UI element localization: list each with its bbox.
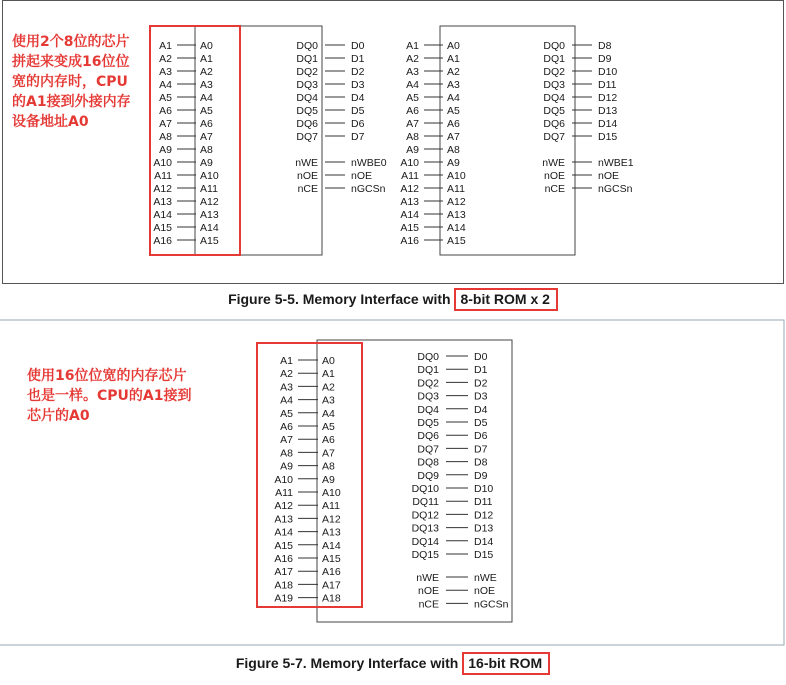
chip-a-address-signal-label: A2 xyxy=(159,53,172,65)
chip-b-address-signal-label: A12 xyxy=(400,183,419,195)
chip-16bit-address-pin-label: A14 xyxy=(322,539,341,552)
chip-a-address-pin-label: A5 xyxy=(200,105,213,117)
chip-b-control-pin-label: nCE xyxy=(544,183,565,195)
chip-a-address-signal-label: A7 xyxy=(159,118,172,130)
chip-16bit-data-signal-label: D0 xyxy=(474,351,488,363)
chip-b-address-signal-label: A14 xyxy=(400,209,419,221)
chip-b-data-signal-label: D8 xyxy=(598,40,612,52)
chip-b-address-signal-label: A11 xyxy=(401,170,419,182)
chip-16bit-address-signal-label: A8 xyxy=(280,447,293,460)
chip-16bit-data-signal-label: D8 xyxy=(474,456,488,469)
chip-16bit-address-pin-label: A16 xyxy=(322,566,341,579)
chip-16bit-address-signal-label: A4 xyxy=(280,394,293,407)
chip-16bit-address-signal-label: A11 xyxy=(275,487,293,499)
chip-a-address-pin-label: A6 xyxy=(200,118,213,130)
chip-b-address-signal-label: A2 xyxy=(406,53,419,65)
chip-16bit-address-signal-label: A12 xyxy=(274,500,293,513)
chip-16bit-address-signal-label: A3 xyxy=(280,381,293,394)
fig1-caption-text: Figure 5-5. Memory Interface with xyxy=(228,291,455,307)
chip-16bit-address-signal-label: A9 xyxy=(280,460,293,473)
chip-a-data-pin-label: DQ3 xyxy=(296,79,318,91)
chip-b-address-pin-label: A3 xyxy=(447,79,460,91)
chip-16bit-address-pin-label: A3 xyxy=(322,394,335,407)
chip-16bit-data-pin-label: DQ12 xyxy=(411,509,439,522)
chip-16bit-address-pin-label: A2 xyxy=(322,381,335,394)
chip-b-data-signal-label: D12 xyxy=(598,92,618,104)
chip-a-address-signal-label: A5 xyxy=(159,92,172,104)
chip-b-control-pin-label: nWE xyxy=(542,157,565,169)
chip-16bit-address-pin-label: A11 xyxy=(322,500,340,513)
fig2-caption-highlight: 16-bit ROM xyxy=(462,652,550,675)
chip-16bit-address-pin-label: A10 xyxy=(322,487,341,499)
chip-16bit-address-signal-label: A7 xyxy=(280,434,293,447)
chip-b-address-pin-label: A14 xyxy=(447,222,466,234)
chip-b-address-pin-label: A11 xyxy=(447,183,465,195)
chip-a-address-pin-label: A1 xyxy=(200,53,213,65)
chip-a-control-pin-label: nWE xyxy=(295,157,318,169)
chip-a-address-signal-label: A14 xyxy=(153,209,172,221)
chip-16bit-data-pin-label: DQ14 xyxy=(411,535,439,548)
fig1-annotation-line: 的A1接到外接内存 xyxy=(12,94,131,110)
chip-a-control-pin-label: nCE xyxy=(297,183,318,195)
chip-16bit-control-signal-label: nGCSn xyxy=(474,598,509,611)
chip-a-control-signal-label: nWBE0 xyxy=(351,157,387,169)
chip-16bit-address-pin-label: A6 xyxy=(322,434,335,447)
chip-a-address-signal-label: A15 xyxy=(153,222,172,234)
chip-16bit-address-signal-label: A1 xyxy=(280,355,293,367)
chip-a-address-pin-label: A4 xyxy=(200,92,213,104)
chip-b-address-pin-label: A7 xyxy=(447,131,460,143)
chip-a-control-pin-label: nOE xyxy=(296,170,318,182)
chip-b-address-pin-label: A12 xyxy=(447,196,466,208)
chip-b-address-pin-label: A13 xyxy=(447,209,466,221)
chip-a-address-pin-label: A12 xyxy=(200,196,219,208)
chip-16bit-data-pin-label: DQ15 xyxy=(411,549,439,561)
chip-16bit-data-signal-label: D15 xyxy=(474,549,494,561)
chip-a-address-pin-label: A2 xyxy=(200,66,213,78)
chip-b-address-pin-label: A15 xyxy=(447,235,466,247)
chip-16bit-address-pin-label: A17 xyxy=(322,579,341,592)
chip-16bit-address-signal-label: A13 xyxy=(274,513,293,526)
chip-16bit-data-pin-label: DQ9 xyxy=(417,469,439,482)
chip-16bit-data-pin-label: DQ8 xyxy=(417,456,439,469)
chip-b-data-signal-label: D9 xyxy=(598,53,612,65)
chip-16bit-address-pin-label: A7 xyxy=(322,447,335,460)
fig2-annotation-line: 使用16位位宽的内存芯片 xyxy=(27,368,187,384)
chip-a-address-signal-label: A4 xyxy=(159,79,172,91)
chip-16bit-address-pin-label: A18 xyxy=(322,592,341,605)
fig2-annotation-line: 也是一样。CPU的A1接到 xyxy=(27,388,192,404)
chip-b-address-signal-label: A16 xyxy=(400,235,419,247)
chip-a-address-pin-label: A11 xyxy=(200,183,218,195)
chip-b-control-signal-label: nWBE1 xyxy=(598,157,634,169)
chip-b-data-signal-label: D15 xyxy=(598,131,618,143)
chip-16bit-control-pin-label: nOE xyxy=(417,585,439,598)
chip-a-address-pin-label: A0 xyxy=(200,40,213,52)
chip-b-address-pin-label: A5 xyxy=(447,105,460,117)
chip-16bit-data-signal-label: D9 xyxy=(474,469,488,482)
chip-a-control-signal-label: nGCSn xyxy=(351,183,386,195)
chip-16bit-address-signal-label: A19 xyxy=(274,592,293,605)
chip-16bit-data-signal-label: D2 xyxy=(474,377,488,390)
chip-a-address-signal-label: A10 xyxy=(153,157,172,169)
chip-16bit-data-signal-label: D6 xyxy=(474,430,488,443)
chip-16bit-control-signal-label: nOE xyxy=(474,585,496,598)
chip-16bit-address-signal-label: A5 xyxy=(280,407,293,420)
chip-16bit-data-pin-label: DQ4 xyxy=(417,403,439,416)
fig1-annotation-line: 使用2个8位的芯片 xyxy=(12,34,130,50)
chip-b-address-signal-label: A8 xyxy=(406,131,419,143)
chip-b-address-pin-label: A1 xyxy=(447,53,460,65)
chip-b-control-signal-label: nGCSn xyxy=(598,183,633,195)
chip-b-address-signal-label: A10 xyxy=(400,157,419,169)
chip-a-control-signal-label: nOE xyxy=(351,170,373,182)
chip-a-data-signal-label: D3 xyxy=(351,79,365,91)
chip-b-address-signal-label: A3 xyxy=(406,66,419,78)
chip-16bit-data-pin-label: DQ2 xyxy=(417,377,439,390)
chip-16bit-data-signal-label: D12 xyxy=(474,509,494,522)
chip-b-address-pin-label: A4 xyxy=(447,92,460,104)
chip-16bit-address-pin-label: A13 xyxy=(322,526,341,539)
chip-b-data-pin-label: DQ6 xyxy=(543,118,565,130)
chip-a-data-pin-label: DQ4 xyxy=(296,92,318,104)
chip-16bit-address-signal-label: A18 xyxy=(274,579,293,592)
chip-b-address-signal-label: A7 xyxy=(406,118,419,130)
chip-16bit-address-pin-label: A15 xyxy=(322,553,341,565)
chip-16bit-data-signal-label: D4 xyxy=(474,403,488,416)
fig1-annotation-line: 拼起来变成16位位 xyxy=(12,54,130,70)
chip-a-data-pin-label: DQ0 xyxy=(296,40,318,52)
chip-a-address-signal-label: A3 xyxy=(159,66,172,78)
fig1-annotation-line: 设备地址A0 xyxy=(12,114,89,130)
chip-16bit-address-pin-label: A0 xyxy=(322,355,335,367)
chip-16bit-data-pin-label: DQ11 xyxy=(412,496,439,509)
chip-16bit-address-signal-label: A10 xyxy=(274,473,293,486)
chip-b-address-signal-label: A6 xyxy=(406,105,419,117)
chip-16bit-address-pin-label: A1 xyxy=(322,368,335,381)
chip-a-address-signal-label: A9 xyxy=(159,144,172,156)
chip-a-data-signal-label: D1 xyxy=(351,53,365,65)
chip-b-address-signal-label: A5 xyxy=(406,92,419,104)
chip-16bit-data-pin-label: DQ3 xyxy=(417,390,439,403)
chip-16bit-data-signal-label: D10 xyxy=(474,483,494,495)
fig2-caption-text: Figure 5-7. Memory Interface with xyxy=(235,655,463,671)
chip-b-address-signal-label: A4 xyxy=(406,79,419,91)
chip-a-address-signal-label: A6 xyxy=(159,105,172,117)
chip-b-address-signal-label: A15 xyxy=(400,222,419,234)
chip-b-data-signal-label: D10 xyxy=(598,66,618,78)
chip-16bit-data-pin-label: DQ13 xyxy=(411,522,439,535)
chip-b-control-pin-label: nOE xyxy=(543,170,565,182)
chip-a-address-signal-label: A12 xyxy=(153,183,172,195)
chip-b-address-signal-label: A13 xyxy=(400,196,419,208)
chip-16bit-data-signal-label: D13 xyxy=(474,522,494,535)
chip-b-data-pin-label: DQ0 xyxy=(543,40,565,52)
chip-a-address-pin-label: A8 xyxy=(200,144,213,156)
fig1-annotation-line: 宽的内存时，CPU xyxy=(12,74,128,90)
fig1-caption-highlight: 8-bit ROM x 2 xyxy=(454,288,557,311)
fig2-annotation-line: 芯片的A0 xyxy=(27,408,90,424)
chip-a-address-pin-label: A7 xyxy=(200,131,213,143)
chip-b-data-signal-label: D14 xyxy=(598,118,618,130)
chip-a-address-pin-label: A14 xyxy=(200,222,219,234)
chip-16bit-data-signal-label: D1 xyxy=(474,364,488,377)
chip-b-data-pin-label: DQ4 xyxy=(543,92,565,104)
chip-b-data-signal-label: D13 xyxy=(598,105,618,117)
chip-a-address-signal-label: A8 xyxy=(159,131,172,143)
chip-16bit-data-signal-label: D3 xyxy=(474,390,488,403)
chip-16bit-address-signal-label: A14 xyxy=(274,526,293,539)
chip-b-address-pin-label: A9 xyxy=(447,157,460,169)
chip-16bit-address-signal-label: A6 xyxy=(280,421,293,433)
chip-16bit-address-pin-label: A4 xyxy=(322,407,335,420)
chip-16bit-data-pin-label: DQ6 xyxy=(417,430,439,443)
chip-b-address-signal-label: A9 xyxy=(406,144,419,156)
chip-a-address-signal-label: A16 xyxy=(153,235,172,247)
fig1-caption xyxy=(0,291,786,307)
chip-16bit-address-signal-label: A15 xyxy=(274,539,293,552)
chip-a-data-signal-label: D0 xyxy=(351,40,365,52)
chip-16bit-data-signal-label: D14 xyxy=(474,535,494,548)
chip-a-data-signal-label: D6 xyxy=(351,118,365,130)
chip-a-data-pin-label: DQ5 xyxy=(296,105,318,117)
chip-b-data-pin-label: DQ3 xyxy=(543,79,565,91)
chip-16bit-address-pin-label: A5 xyxy=(322,421,335,433)
chip-16bit-address-signal-label: A2 xyxy=(280,368,293,381)
chip-a-data-signal-label: D4 xyxy=(351,92,365,104)
chip-b-data-signal-label: D11 xyxy=(598,79,617,91)
chip-b-data-pin-label: DQ1 xyxy=(543,53,565,65)
chip-a-address-pin-label: A13 xyxy=(200,209,219,221)
fig2-address-highlight-box xyxy=(257,343,362,607)
chip-16bit-data-pin-label: DQ10 xyxy=(411,483,439,495)
chip-16bit-control-signal-label: nWE xyxy=(474,572,497,584)
chip-a-address-signal-label: A11 xyxy=(154,170,172,182)
chip-b-data-pin-label: DQ7 xyxy=(543,131,565,143)
chip-16bit-address-signal-label: A16 xyxy=(274,553,293,565)
chip-b-control-signal-label: nOE xyxy=(598,170,620,182)
fig2-annotation xyxy=(27,366,191,426)
chip-16bit-data-signal-label: D7 xyxy=(474,443,488,456)
chip-b-address-pin-label: A0 xyxy=(447,40,460,52)
chip-b-address-pin-label: A6 xyxy=(447,118,460,130)
chip-16bit-address-pin-label: A12 xyxy=(322,513,341,526)
chip-b-address-pin-label: A2 xyxy=(447,66,460,78)
chip-a-data-pin-label: DQ7 xyxy=(296,131,318,143)
chip-a-data-signal-label: D5 xyxy=(351,105,365,117)
chip-a-address-pin-label: A10 xyxy=(200,170,219,182)
chip-a-address-signal-label: A1 xyxy=(159,40,172,52)
chip-a-data-pin-label: DQ6 xyxy=(296,118,318,130)
chip-b-address-signal-label: A1 xyxy=(406,40,419,52)
chip-16bit-address-pin-label: A9 xyxy=(322,473,335,486)
chip-16bit-data-signal-label: D11 xyxy=(474,496,493,509)
chip-b-data-pin-label: DQ2 xyxy=(543,66,565,78)
chip-b-data-pin-label: DQ5 xyxy=(543,105,565,117)
chip-a-address-signal-label: A13 xyxy=(153,196,172,208)
chip-a-address-pin-label: A15 xyxy=(200,235,219,247)
chip-a-address-pin-label: A3 xyxy=(200,79,213,91)
chip-16bit-data-pin-label: DQ5 xyxy=(417,417,439,429)
fig2-caption xyxy=(0,655,786,671)
chip-16bit-address-signal-label: A17 xyxy=(274,566,293,579)
chip-16bit-data-pin-label: DQ1 xyxy=(417,364,439,377)
chip-16bit-data-pin-label: DQ0 xyxy=(417,351,439,363)
chip-16bit-control-pin-label: nWE xyxy=(416,572,439,584)
chip-b-address-pin-label: A10 xyxy=(447,170,466,182)
chip-16bit-data-pin-label: DQ7 xyxy=(417,443,439,456)
fig1-annotation xyxy=(12,32,131,132)
chip-a-data-signal-label: D2 xyxy=(351,66,365,78)
chip-a-data-signal-label: D7 xyxy=(351,131,365,143)
chip-a-data-pin-label: DQ2 xyxy=(296,66,318,78)
chip-16bit-data-signal-label: D5 xyxy=(474,417,488,429)
chip-a-data-pin-label: DQ1 xyxy=(296,53,318,65)
chip-b-address-pin-label: A8 xyxy=(447,144,460,156)
chip-16bit-address-pin-label: A8 xyxy=(322,460,335,473)
chip-16bit-control-pin-label: nCE xyxy=(418,598,439,611)
chip-a-address-pin-label: A9 xyxy=(200,157,213,169)
